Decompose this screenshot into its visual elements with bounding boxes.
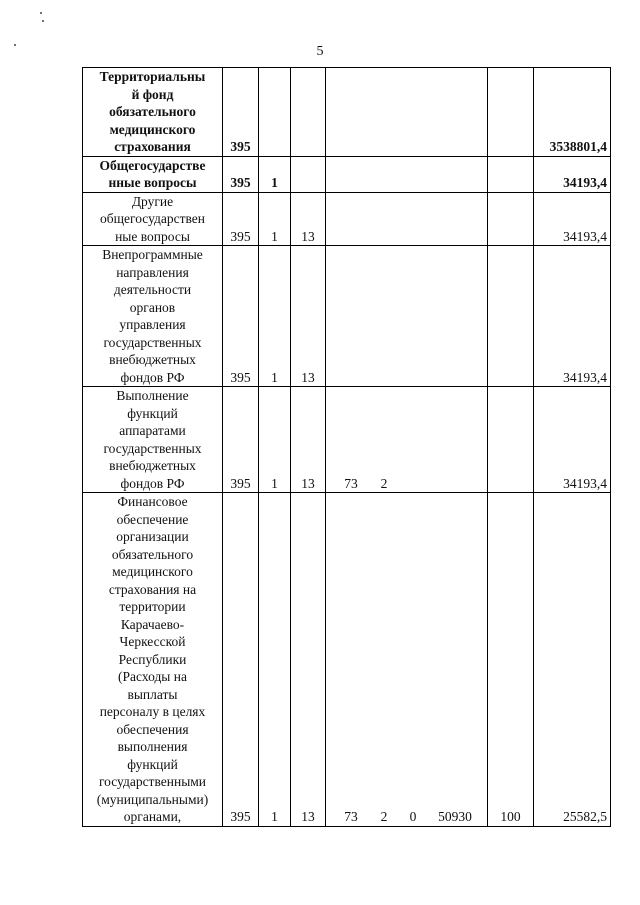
row-name-line: нные вопросы bbox=[108, 175, 197, 190]
scan-speck bbox=[42, 20, 44, 22]
row-name-line: функций bbox=[127, 405, 178, 421]
row-name-line: фондов РФ bbox=[120, 475, 185, 491]
row-name-line: (Расходы на bbox=[118, 669, 187, 684]
section-cell: 1 bbox=[259, 493, 291, 827]
row-name-line: Территориальны bbox=[99, 69, 206, 84]
section-cell: 1 bbox=[259, 387, 291, 493]
row-name-line: организации bbox=[116, 529, 189, 544]
section-cell: 1 bbox=[259, 246, 291, 387]
expense-type-cell bbox=[488, 68, 534, 157]
table-row bbox=[83, 387, 611, 493]
target-article-cell bbox=[326, 387, 488, 493]
row-name bbox=[83, 192, 223, 246]
amount-cell: 34193,4 bbox=[534, 192, 611, 246]
subsection-cell bbox=[291, 68, 326, 157]
row-name-line: государственных bbox=[103, 334, 202, 350]
program-code: 73 bbox=[344, 809, 358, 824]
row-name-line: органов bbox=[129, 299, 176, 315]
row-name-line: внебюджетных bbox=[109, 458, 196, 473]
row-name bbox=[83, 246, 223, 387]
row-name-line: государственными bbox=[98, 774, 207, 789]
row-name-line: страхования на bbox=[108, 581, 197, 597]
row-name-line: обязательного bbox=[109, 104, 196, 119]
row-name-line: деятельности bbox=[113, 282, 192, 297]
target-article-cell bbox=[326, 493, 488, 827]
section-cell bbox=[259, 68, 291, 157]
section-cell: 1 bbox=[259, 192, 291, 246]
amount-cell: 34193,4 bbox=[534, 387, 611, 493]
row-name bbox=[83, 68, 223, 157]
row-name-line: выполнения bbox=[117, 739, 188, 754]
expense-type-cell: 100 bbox=[488, 493, 534, 827]
subsection-cell: 13 bbox=[291, 246, 326, 387]
page-number: 5 bbox=[316, 44, 324, 59]
row-name-line: Республики bbox=[118, 651, 187, 667]
row-name-line: функций bbox=[127, 756, 178, 772]
row-name-line: аппаратами bbox=[119, 423, 186, 438]
expense-type-cell bbox=[488, 246, 534, 387]
target-article-cell bbox=[326, 192, 488, 246]
row-name-line: Выполнение bbox=[116, 388, 189, 403]
table-row bbox=[83, 192, 611, 246]
target-article bbox=[329, 808, 484, 826]
row-name-line: Карачаево- bbox=[120, 616, 185, 632]
section-cell: 1 bbox=[259, 156, 291, 192]
subsection-cell bbox=[291, 156, 326, 192]
row-name bbox=[83, 387, 223, 493]
row-name-line: медицинского bbox=[112, 564, 193, 579]
row-name-line: Внепрограммные bbox=[102, 247, 203, 262]
row-name-line: территории bbox=[119, 599, 186, 614]
row-name-line: ные вопросы bbox=[115, 228, 190, 244]
table-row bbox=[83, 246, 611, 387]
row-name-line: внебюджетных bbox=[109, 352, 196, 367]
row-name-line: органами, bbox=[123, 809, 182, 824]
row-name-line: медицинского bbox=[109, 121, 196, 137]
row-name bbox=[83, 493, 223, 827]
row-name-line: персоналу в целях bbox=[99, 704, 206, 719]
subsection-cell: 13 bbox=[291, 192, 326, 246]
row-name-line: Общегосударстве bbox=[99, 157, 206, 173]
code-cell: 395 bbox=[223, 387, 259, 493]
row-name-line: (муниципальными) bbox=[96, 791, 209, 807]
expense-type-cell bbox=[488, 192, 534, 246]
row-name-line: выплаты bbox=[127, 686, 178, 702]
code-cell: 395 bbox=[223, 192, 259, 246]
row-name-line: фондов РФ bbox=[120, 369, 185, 385]
scan-speck bbox=[40, 12, 42, 14]
direction-code: 0 bbox=[409, 809, 417, 824]
row-name-line: направления bbox=[116, 264, 189, 280]
row-name-line: Финансовое bbox=[117, 494, 188, 509]
row-name-line: обязательного bbox=[111, 546, 194, 562]
amount-cell: 34193,4 bbox=[534, 156, 611, 192]
expense-type-cell bbox=[488, 387, 534, 493]
subsection-cell: 13 bbox=[291, 493, 326, 827]
row-name-line: общегосударствен bbox=[99, 211, 206, 226]
target-article bbox=[329, 475, 484, 493]
table-row bbox=[83, 156, 611, 192]
target-article-cell bbox=[326, 246, 488, 387]
subsection-cell: 13 bbox=[291, 387, 326, 493]
expense-type-cell bbox=[488, 156, 534, 192]
code-cell: 395 bbox=[223, 68, 259, 157]
row-name-line: государственных bbox=[103, 440, 202, 456]
budget-table bbox=[82, 67, 611, 827]
table-row bbox=[83, 493, 611, 827]
subprogram-code: 2 bbox=[380, 475, 388, 491]
code-cell: 395 bbox=[223, 156, 259, 192]
amount-cell: 34193,4 bbox=[534, 246, 611, 387]
target-article-cell bbox=[326, 156, 488, 192]
program-code: 73 bbox=[344, 475, 358, 491]
row-name-line: управления bbox=[119, 317, 186, 332]
row-name-line: й фонд bbox=[131, 86, 174, 102]
row-name-line: страхования bbox=[114, 139, 191, 154]
amount-cell: 3538801,4 bbox=[534, 68, 611, 157]
row-name-line: Другие bbox=[131, 193, 174, 209]
code-cell: 395 bbox=[223, 246, 259, 387]
row-name-line: обеспечение bbox=[116, 511, 189, 527]
code-cell: 395 bbox=[223, 493, 259, 827]
row-name-line: обеспечения bbox=[116, 721, 189, 737]
subprogram-code: 2 bbox=[380, 809, 388, 824]
table-row bbox=[83, 68, 611, 157]
row-name bbox=[83, 156, 223, 192]
item-code: 50930 bbox=[438, 809, 472, 824]
row-name-line: Черкесской bbox=[119, 634, 186, 649]
target-article-cell bbox=[326, 68, 488, 157]
amount-cell: 25582,5 bbox=[534, 493, 611, 827]
